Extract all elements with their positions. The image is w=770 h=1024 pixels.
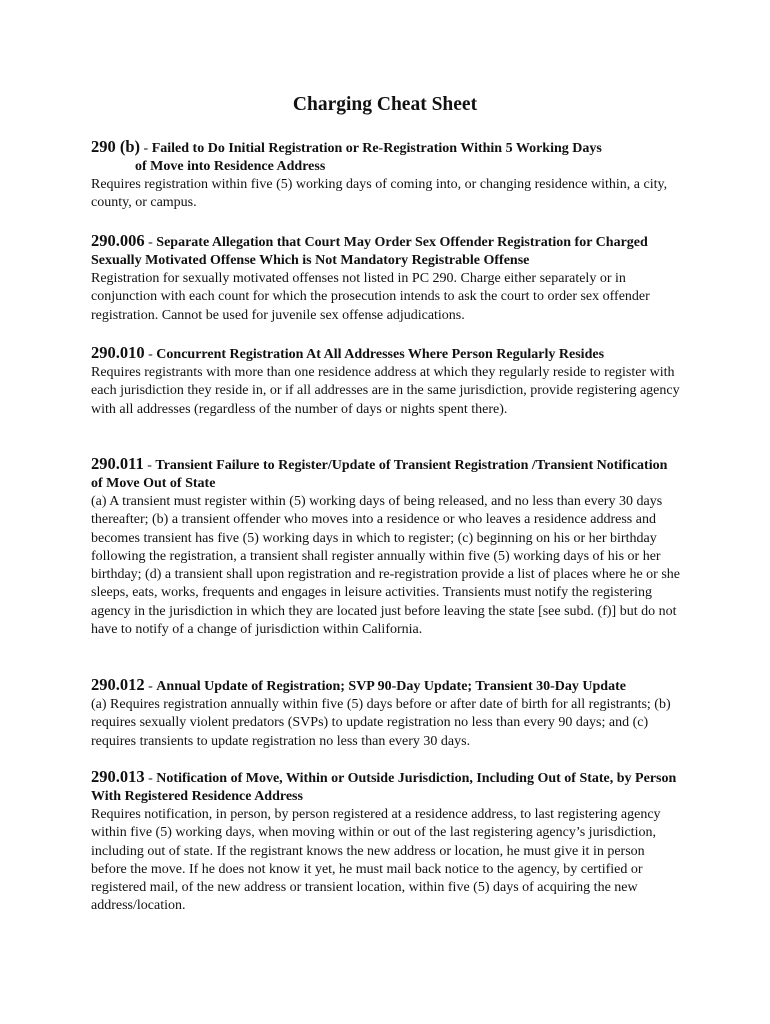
entry-heading (91, 344, 681, 364)
entry-290-012 (91, 676, 681, 751)
entry-heading (91, 768, 681, 806)
statute-description: Requires notification, in person, by person registered at a residence address, to last registering agency within five (5) working days, when moving within or out of the last registering agency’s jurisdiction, including out of state. If the registrant knows the new address or location, he must give it in person before the move. If he does not know it yet, he must mail back notice to the agency, by certified or registered mail, of the new address or transient location, within five (5) days of acquiring the new address/location. (91, 807, 661, 914)
statute-code: 290.012 (91, 675, 145, 694)
statute-heading: Notification of Move, Within or Outside Jurisdiction, Including Out of State, by Person With Registered Residence Address (91, 771, 677, 804)
statute-code: 290.011 (91, 454, 144, 473)
statute-heading-continued: of Move into Residence Address (135, 159, 326, 174)
statute-heading: Failed to Do Initial Registration or Re-Registration Within 5 Working Days (151, 141, 602, 156)
statute-description: Requires registrants with more than one residence address at which they regularly reside to register with each jurisdiction they reside in, or if all addresses are in the same jurisdiction, provide registering agency with all addresses (regardless of the number of days or nights spent there). (91, 365, 680, 417)
entry-heading (91, 455, 681, 493)
entry-290b (91, 138, 681, 213)
statute-code: 290.006 (91, 231, 145, 250)
separator: - (144, 679, 157, 694)
entry-290-013 (91, 768, 681, 916)
entry-290-006 (91, 232, 681, 325)
entry-heading (91, 138, 681, 176)
entry-heading (91, 232, 681, 270)
statute-description: Registration for sexually motivated offenses not listed in PC 290. Charge either separately or in conjunction with each count for which the prosecution intends to ask the court to order sex offender registration. Cannot be used for juvenile sex offense adjudications. (91, 271, 650, 323)
statute-description: (a) Requires registration annually within five (5) days before or after date of birth for all registrants; (b) requires sexually violent predators (SVPs) to update registration no less than every 90 days; and (c) requires transients to update registration no less than every 30 days. (91, 697, 671, 749)
entry-290-011 (91, 455, 681, 639)
page-title: Charging Cheat Sheet (292, 94, 478, 115)
statute-code: 290.013 (91, 767, 145, 786)
separator: - (140, 141, 152, 156)
statute-heading: Concurrent Registration At All Addresses Where Person Regularly Resides (156, 347, 605, 362)
statute-description: (a) A transient must register within (5) working days of being released, and no less than every 30 days thereafter; (b) a transient offender who moves into a residence or who leaves a residence address and becomes transient has five (5) working days in which to register; (c) beginning on his or her birthday following the registration, a transient shall register annually within five (5) working days of his or her birthday; (d) a transient shall upon registration and re-registration provide a list of places where he or she sleeps, eats, works, frequents and engages in leisure activities. Transients must notify the registering agency in the jurisdiction in which they are located just before leaving the state [see subd. (f)] but do not have to notify of a change of jurisdiction within California. (91, 494, 680, 638)
separator: - (144, 771, 157, 786)
statute-code: 290 (b) (91, 137, 141, 156)
entry-heading (91, 676, 681, 696)
statute-heading: Separate Allegation that Court May Order Sex Offender Registration for Charged Sexually Motivated Offense Which is Not Mandatory Registrable Offense (91, 235, 648, 268)
statute-heading: Transient Failure to Register/Update of Transient Registration /Transient Notification of Move Out of State (91, 458, 668, 491)
separator: - (143, 458, 156, 473)
separator: - (144, 347, 157, 362)
statute-description: Requires registration within five (5) working days of coming into, or changing residence within, a city, county, or campus. (91, 177, 668, 211)
statute-heading: Annual Update of Registration; SVP 90-Day Update; Transient 30-Day Update (156, 679, 626, 694)
entry-290-010 (91, 344, 681, 419)
statute-code: 290.010 (91, 343, 145, 362)
separator: - (144, 235, 157, 250)
